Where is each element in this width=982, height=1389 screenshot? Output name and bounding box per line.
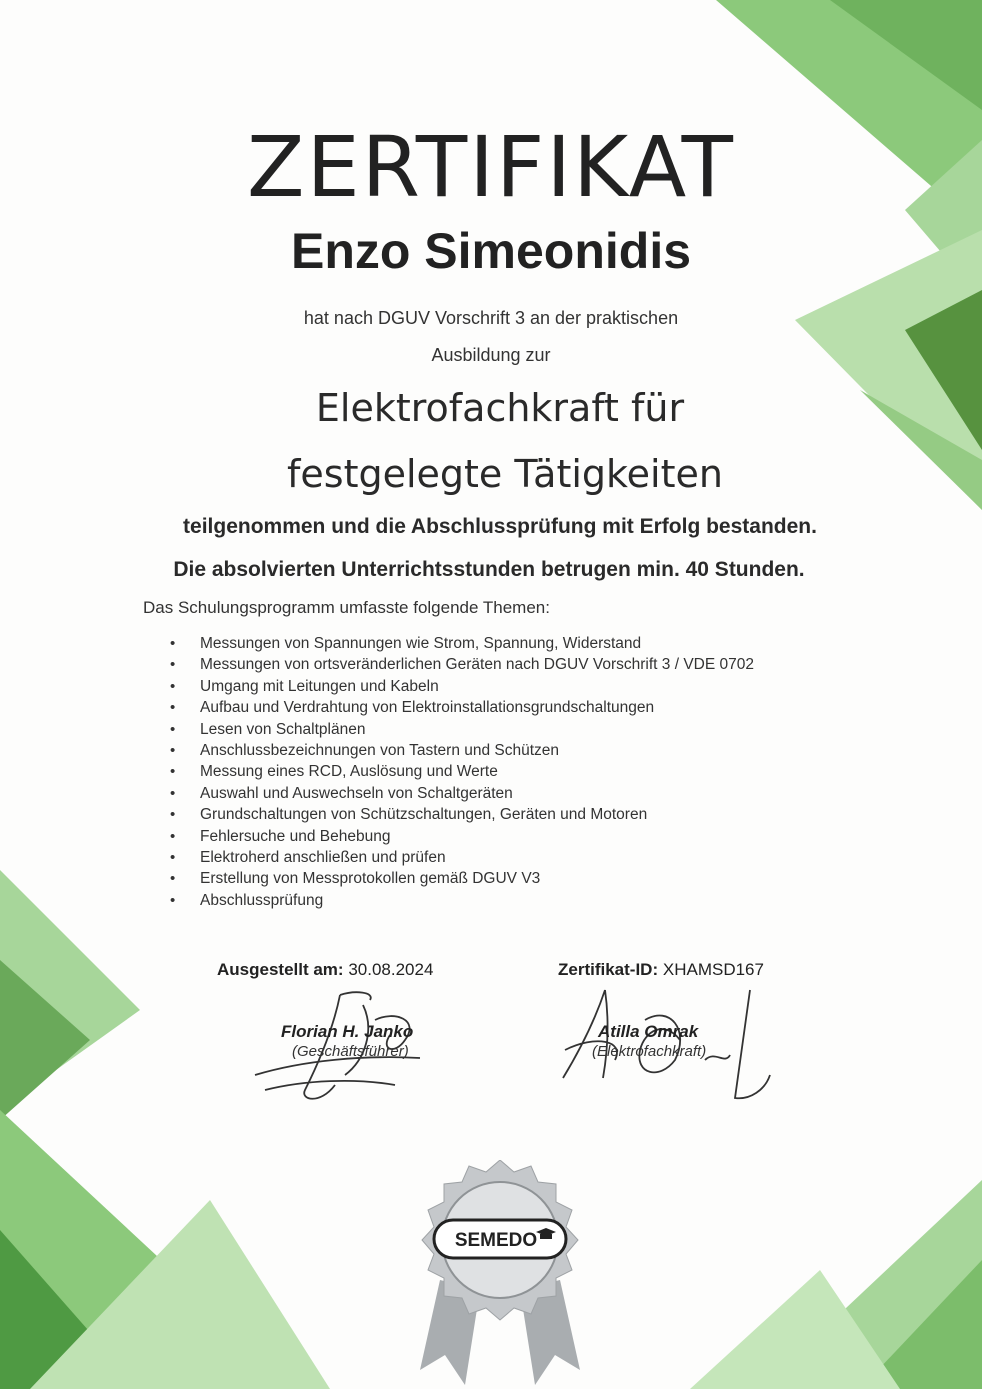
certificate-title: ZERTIFIKAT bbox=[247, 118, 735, 216]
statement-line-1: teilgenommen und die Abschlussprüfung mit Erfolg bestanden. bbox=[183, 515, 817, 538]
course-title-line-1: Elektrofachkraft für bbox=[315, 386, 685, 430]
issued-date-label: Ausgestellt am: bbox=[217, 960, 344, 979]
topics-list bbox=[170, 633, 754, 911]
seal-text: SEMEDO bbox=[454, 1230, 538, 1251]
signatory-left-name: Florian H. Janko bbox=[281, 1022, 414, 1041]
list-item: • Lesen von Schaltplänen bbox=[170, 719, 754, 740]
list-item: • Umgang mit Leitungen und Kabeln bbox=[170, 676, 754, 697]
list-item: • Anschlussbezeichnungen von Tastern und Schützen bbox=[170, 740, 754, 761]
intro-line-2: Ausbildung zur bbox=[431, 345, 551, 365]
list-item: • Elektroherd anschließen und prüfen bbox=[170, 847, 754, 868]
certificate-id-label: Zertifikat-ID: bbox=[558, 960, 659, 979]
course-title-line-2: festgelegte Tätigkeiten bbox=[287, 452, 723, 496]
signatory-right-name: Atilla Omrak bbox=[598, 1022, 699, 1041]
list-item: • Abschlussprüfung bbox=[170, 890, 754, 911]
statement-line-2: Die absolvierten Unterrichtsstunden betrugen min. 40 Stunden. bbox=[173, 558, 805, 581]
list-item: • Messungen von ortsveränderlichen Geräten nach DGUV Vorschrift 3 / VDE 0702 bbox=[170, 654, 754, 675]
issued-date-value: 30.08.2024 bbox=[348, 960, 434, 979]
list-item: • Aufbau und Verdrahtung von Elektroinstallationsgrundschaltungen bbox=[170, 697, 754, 718]
signatory-left-role: (Geschäftsführer) bbox=[292, 1043, 409, 1060]
issued-date bbox=[217, 960, 433, 980]
list-item: • Messung eines RCD, Auslösung und Werte bbox=[170, 761, 754, 782]
signatory-right-role: (Elektrofachkraft) bbox=[592, 1043, 707, 1060]
recipient-name: Enzo Simeonidis bbox=[290, 223, 692, 279]
certificate-id bbox=[558, 960, 764, 980]
intro-line-1: hat nach DGUV Vorschrift 3 an der praktischen bbox=[303, 308, 679, 328]
list-item: • Fehlersuche und Behebung bbox=[170, 826, 754, 847]
list-item: • Erstellung von Messprotokollen gemäß DGUV V3 bbox=[170, 868, 754, 889]
topics-intro: Das Schulungsprogramm umfasste folgende Themen: bbox=[143, 598, 550, 617]
list-item: • Messungen von Spannungen wie Strom, Spannung, Widerstand bbox=[170, 633, 754, 654]
list-item: • Auswahl und Auswechseln von Schaltgeräten bbox=[170, 783, 754, 804]
certificate-id-value: XHAMSD167 bbox=[662, 960, 764, 979]
semedo-seal bbox=[410, 1160, 590, 1385]
list-item: • Grundschaltungen von Schützschaltungen, Geräten und Motoren bbox=[170, 804, 754, 825]
